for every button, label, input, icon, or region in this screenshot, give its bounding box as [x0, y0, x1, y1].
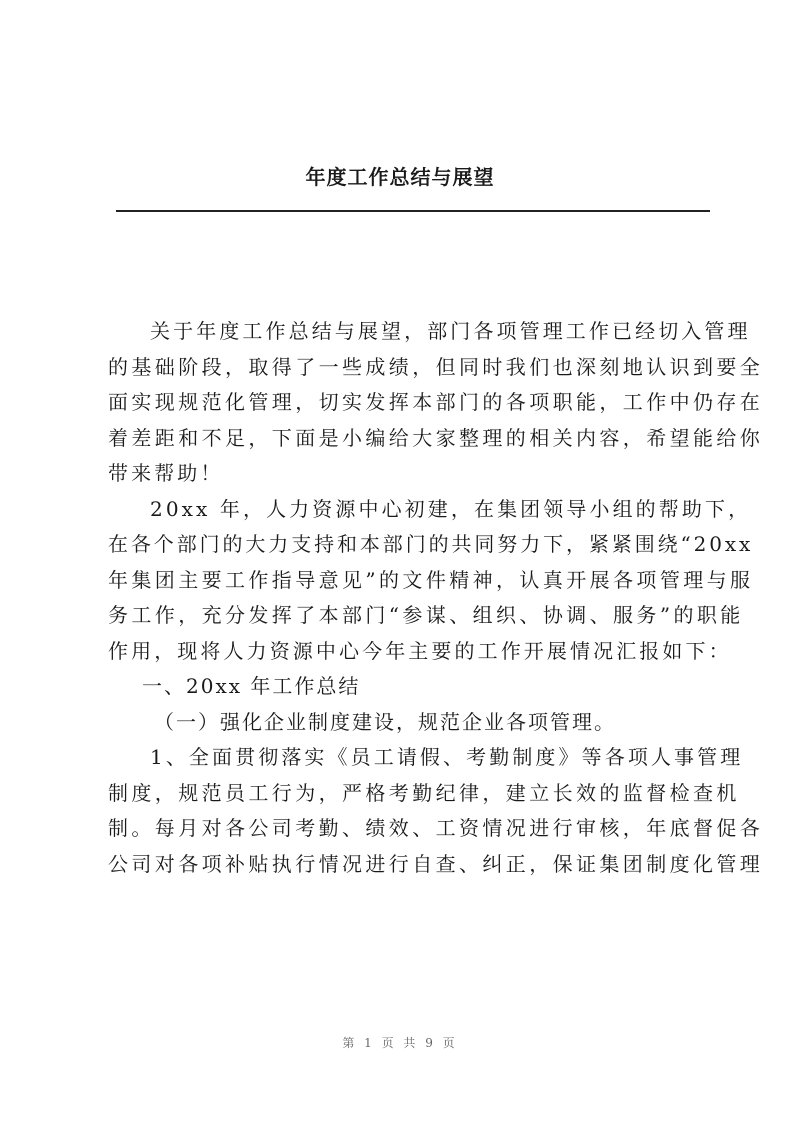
paragraph-line: 作用，现将人力资源中心今年主要的工作开展情况汇报如下： [108, 638, 732, 663]
paragraph-line: 面实现规范化管理，切实发挥本部门的各项职能，工作中仍存在 [108, 390, 764, 414]
title-underline [116, 210, 710, 212]
page-number-footer: 第 1 页 共 9 页 [342, 1036, 458, 1050]
paragraph-line: 年集团主要工作指导意见”的文件精神，认真开展各项管理与服 [108, 567, 754, 592]
paragraph-line: 1、全面贯彻落实《员工请假、考勤制度》等各项人事管理 [150, 745, 744, 769]
paragraph-line: 制。每月对各公司考勤、绩效、工资情况进行审核，年底督促各 [108, 816, 764, 840]
paragraph-line: 20xx 年，人力资源中心初建，在集团领导小组的帮助下， [150, 496, 752, 521]
paragraph-line: 公司对各项补贴执行情况进行自查、纠正，保证集团制度化管理 [108, 851, 764, 876]
paragraph-line: 带来帮助！ [108, 461, 224, 485]
paragraph-line: 制度，规范员工行为，严格考勤纪律，建立长效的监督检查机 [108, 780, 740, 805]
document-body [108, 314, 764, 882]
paragraph-line: 着差距和不足，下面是小编给大家整理的相关内容，希望能给你 [108, 425, 764, 450]
paragraph-line: 务工作，充分发挥了本部门“参谋、组织、协调、服务”的职能 [108, 603, 744, 627]
paragraph-line: 的基础阶段，取得了一些成绩，但同时我们也深刻地认识到要全 [108, 354, 764, 379]
document-title: 年度工作总结与展望 [305, 165, 495, 189]
paragraph-line: 关于年度工作总结与展望，部门各项管理工作已经切入管理 [150, 319, 751, 343]
paragraph-line: 在各个部门的大力支持和本部门的共同努力下，紧紧围绕“20xx [108, 532, 754, 556]
subsection-heading: （一）强化企业制度建设，规范企业各项管理。 [154, 709, 616, 734]
section-heading: 一、20xx 年工作总结 [142, 674, 361, 698]
